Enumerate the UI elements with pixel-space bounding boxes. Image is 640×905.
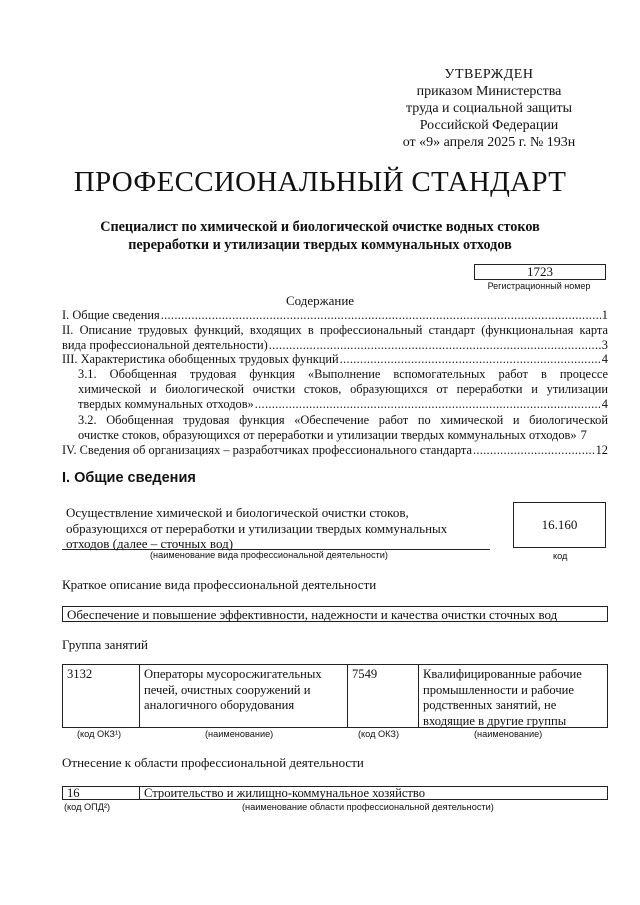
area-label: Отнесение к области профессиональной деятельности [62,755,364,770]
occupation-name [140,665,347,727]
registration-label: Регистрационный номер [487,281,591,291]
approval-line: от «9» апреля 2025 г. № 193н [402,135,576,150]
subtitle-line: переработки и утилизации твердых коммунальных отходов [128,237,512,253]
activity-line: отходов (далее – сточных вод) [66,536,234,551]
code-caption: код [553,551,568,561]
toc-entry-text[interactable]: 3.1. Обобщенная трудовая функция «Выполнение вспомогательных работ в процессе [78,367,608,381]
occupation-name-line: входящие в другие группы [423,713,567,728]
activity-line: Осуществление химической и биологической очистки стоков, [66,505,409,520]
toc-entry[interactable] [62,443,608,458]
activity-line: образующихся от переработки и утилизации твердых коммунальных [66,520,448,536]
toc-entry-text: твердых коммунальных отходов» [78,397,254,411]
activity-name [66,505,447,552]
approval-line: приказом Министерства [416,84,562,99]
toc-page-number: 3 [601,338,608,352]
opd-code-caption: (код ОПД²) [64,802,111,812]
toc-page-number: 1 [601,308,608,322]
area-name: Строительство и жилищно-коммунальное хозяйство [144,786,426,800]
occupation-name-line: Операторы мусоросжигательных [144,667,322,681]
okz-code: 7549 [352,667,378,681]
toc-entry-text[interactable]: II. Описание трудовых функций, входящих в профессиональный стандарт (функциональная карта [62,323,608,337]
approval-line: труда и социальной защиты [406,101,572,116]
toc-entry-text: I. Общие сведения [62,308,160,322]
toc-entry-text: вида профессиональной деятельности) [62,338,268,352]
okz-code: 3132 [67,667,93,681]
occupation-name-line: аналогичного оборудования [144,698,295,712]
area-name-caption: (наименование области профессиональной деятельности) [242,802,494,812]
occupation-name-caption: (наименование) [205,729,274,739]
toc-entry[interactable] [78,397,608,412]
document-subtitle [0,218,640,254]
occupation-table [62,664,608,728]
occupation-name [419,665,607,727]
document-title: ПРОФЕССИОНАЛЬНЫЙ СТАНДАРТ [73,166,567,198]
brief-description-label: Краткое описание вида профессиональной деятельности [62,577,377,592]
occupation-name-line: печей, очистных сооружений и [144,682,311,697]
okz-code-caption: (код ОКЗ) [358,729,400,739]
occupation-name-line: промышленности и рабочие [423,682,574,697]
approval-head: УТВЕРЖДЕН [444,67,534,82]
approval-line: Российской Федерации [419,118,559,133]
occupation-name-line: Квалифицированные рабочие [423,667,582,681]
occupation-name-line: родственных занятий, не [423,698,557,712]
opd-code: 16 [67,786,80,800]
toc-page-number: 4 [601,352,608,366]
registration-number: 1723 [474,264,606,280]
toc-entry[interactable] [62,308,608,323]
toc-page-number: 7 [580,428,587,442]
toc-title: Содержание [285,293,355,308]
area-table [62,786,608,800]
toc-entry-text[interactable]: химической и биологической очистки стоков, образующихся от переработки и утилизации [78,382,608,396]
occupation-name-caption: (наименование) [474,729,543,739]
subtitle-line: Специалист по химической и биологической очистке водных стоков [100,219,540,235]
section-title: I. Общие сведения [62,470,196,486]
toc-entry[interactable] [62,338,608,353]
toc-entry-text: очистке стоков, образующихся от переработки и утилизации твердых коммунальных отходов» [78,428,577,442]
activity-caption: (наименование вида профессиональной деятельности) [150,550,388,560]
toc-entry[interactable] [62,352,608,367]
approval-block [380,66,598,151]
toc-page-number: 12 [595,443,608,457]
toc-entry[interactable] [78,428,608,443]
toc-entry-text: III. Характеристика обобщенных трудовых функций [62,352,339,366]
occupation-group-label: Группа занятий [62,637,148,652]
toc-page-number: 4 [601,397,608,411]
activity-code: 16.160 [513,502,606,548]
toc-entry-text[interactable]: 3.2. Обобщенная трудовая функция «Обеспечение работ по химической и биологической [78,413,608,427]
okz-code-caption: (код ОКЗ¹) [77,729,122,739]
toc-entry-text: IV. Сведения об организациях – разработчиках профессионального стандарта [62,443,472,457]
brief-description: Обеспечение и повышение эффективности, надежности и качества очистки сточных вод [62,606,608,622]
